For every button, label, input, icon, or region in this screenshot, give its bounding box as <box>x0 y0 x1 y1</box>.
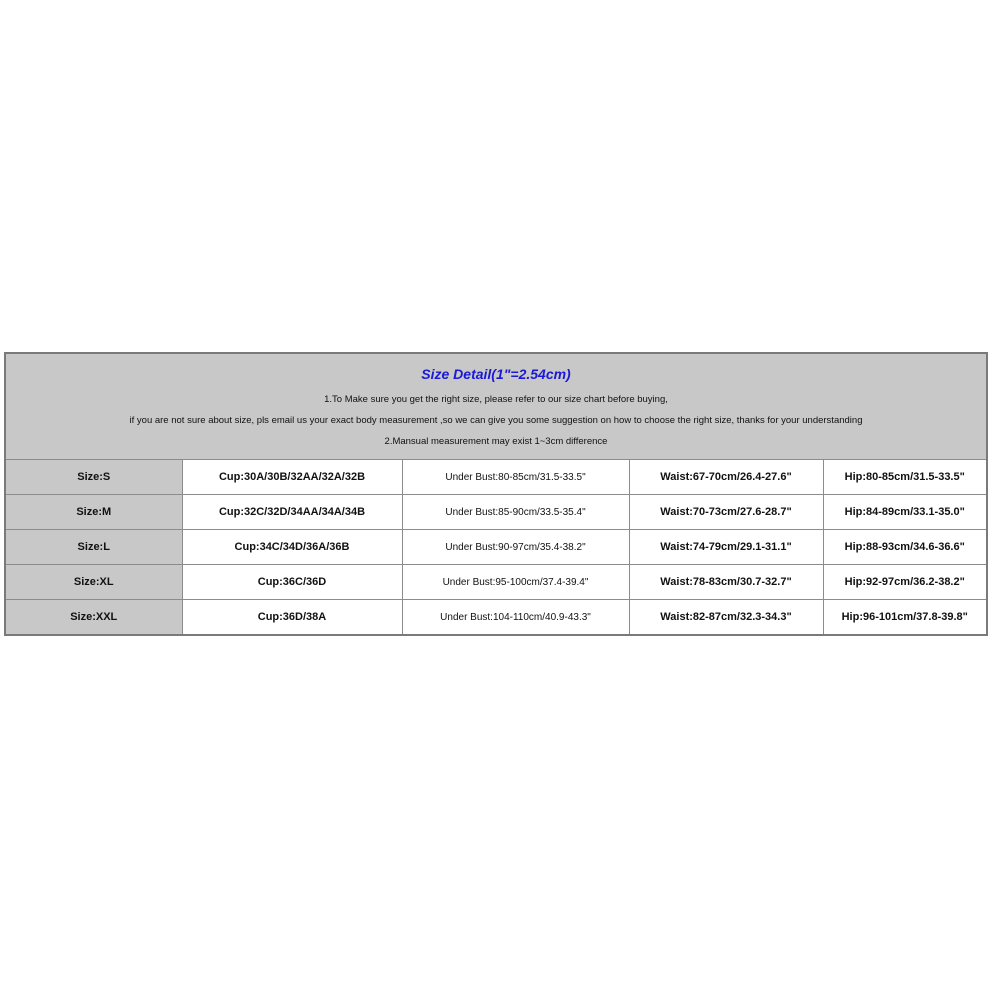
table-row <box>6 565 986 600</box>
hip-value: Hip:88-93cm/34.6-36.6" <box>823 530 986 565</box>
table-row <box>6 530 986 565</box>
waist-value: Waist:70-73cm/27.6-28.7" <box>629 495 823 530</box>
hip-value: Hip:96-101cm/37.8-39.8" <box>841 611 968 623</box>
table-row <box>6 460 986 495</box>
size-chart-title: Size Detail(1"=2.54cm) <box>421 366 571 382</box>
under-bust-value: Under Bust:104-110cm/40.9-43.3" <box>402 600 629 635</box>
waist-value: Waist:74-79cm/29.1-31.1" <box>629 530 823 565</box>
cup-value: Cup:36D/38A <box>182 600 402 635</box>
cup-value: Cup:34C/34D/36A/36B <box>182 530 402 565</box>
size-label: Size:XL <box>6 565 182 600</box>
under-bust-value: Under Bust:85-90cm/33.5-35.4" <box>402 495 629 530</box>
size-label: Size:M <box>6 495 182 530</box>
size-label: Size:L <box>6 530 182 565</box>
hip-value: Hip:84-89cm/33.1-35.0" <box>823 495 986 530</box>
waist-value: Waist:82-87cm/32.3-34.3" <box>629 600 823 635</box>
size-chart-header <box>6 354 986 460</box>
cup-value: Cup:36C/36D <box>182 565 402 600</box>
size-chart <box>4 352 988 636</box>
size-note-2: if you are not sure about size, pls email us your exact body measurement ,so we can give you some suggestion on how to choose the right size, thanks for your understanding <box>129 415 863 426</box>
under-bust-value: Under Bust:95-100cm/37.4-39.4" <box>402 565 629 600</box>
size-label: Size:XXL <box>6 600 182 635</box>
waist-value: Waist:67-70cm/26.4-27.6" <box>629 460 823 495</box>
table-row <box>6 600 986 635</box>
size-note-3: 2.Mansual measurement may exist 1~3cm difference <box>384 436 608 447</box>
size-label: Size:S <box>6 460 182 495</box>
size-table <box>6 460 986 634</box>
hip-value: Hip:80-85cm/31.5-33.5" <box>823 460 986 495</box>
cup-value: Cup:30A/30B/32AA/32A/32B <box>182 460 402 495</box>
table-row <box>6 495 986 530</box>
under-bust-value: Under Bust:90-97cm/35.4-38.2" <box>402 530 629 565</box>
size-note-1: 1.To Make sure you get the right size, please refer to our size chart before buying, <box>324 394 668 405</box>
cup-value: Cup:32C/32D/34AA/34A/34B <box>182 495 402 530</box>
hip-value: Hip:92-97cm/36.2-38.2" <box>823 565 986 600</box>
under-bust-value: Under Bust:80-85cm/31.5-33.5" <box>402 460 629 495</box>
waist-value: Waist:78-83cm/30.7-32.7" <box>629 565 823 600</box>
